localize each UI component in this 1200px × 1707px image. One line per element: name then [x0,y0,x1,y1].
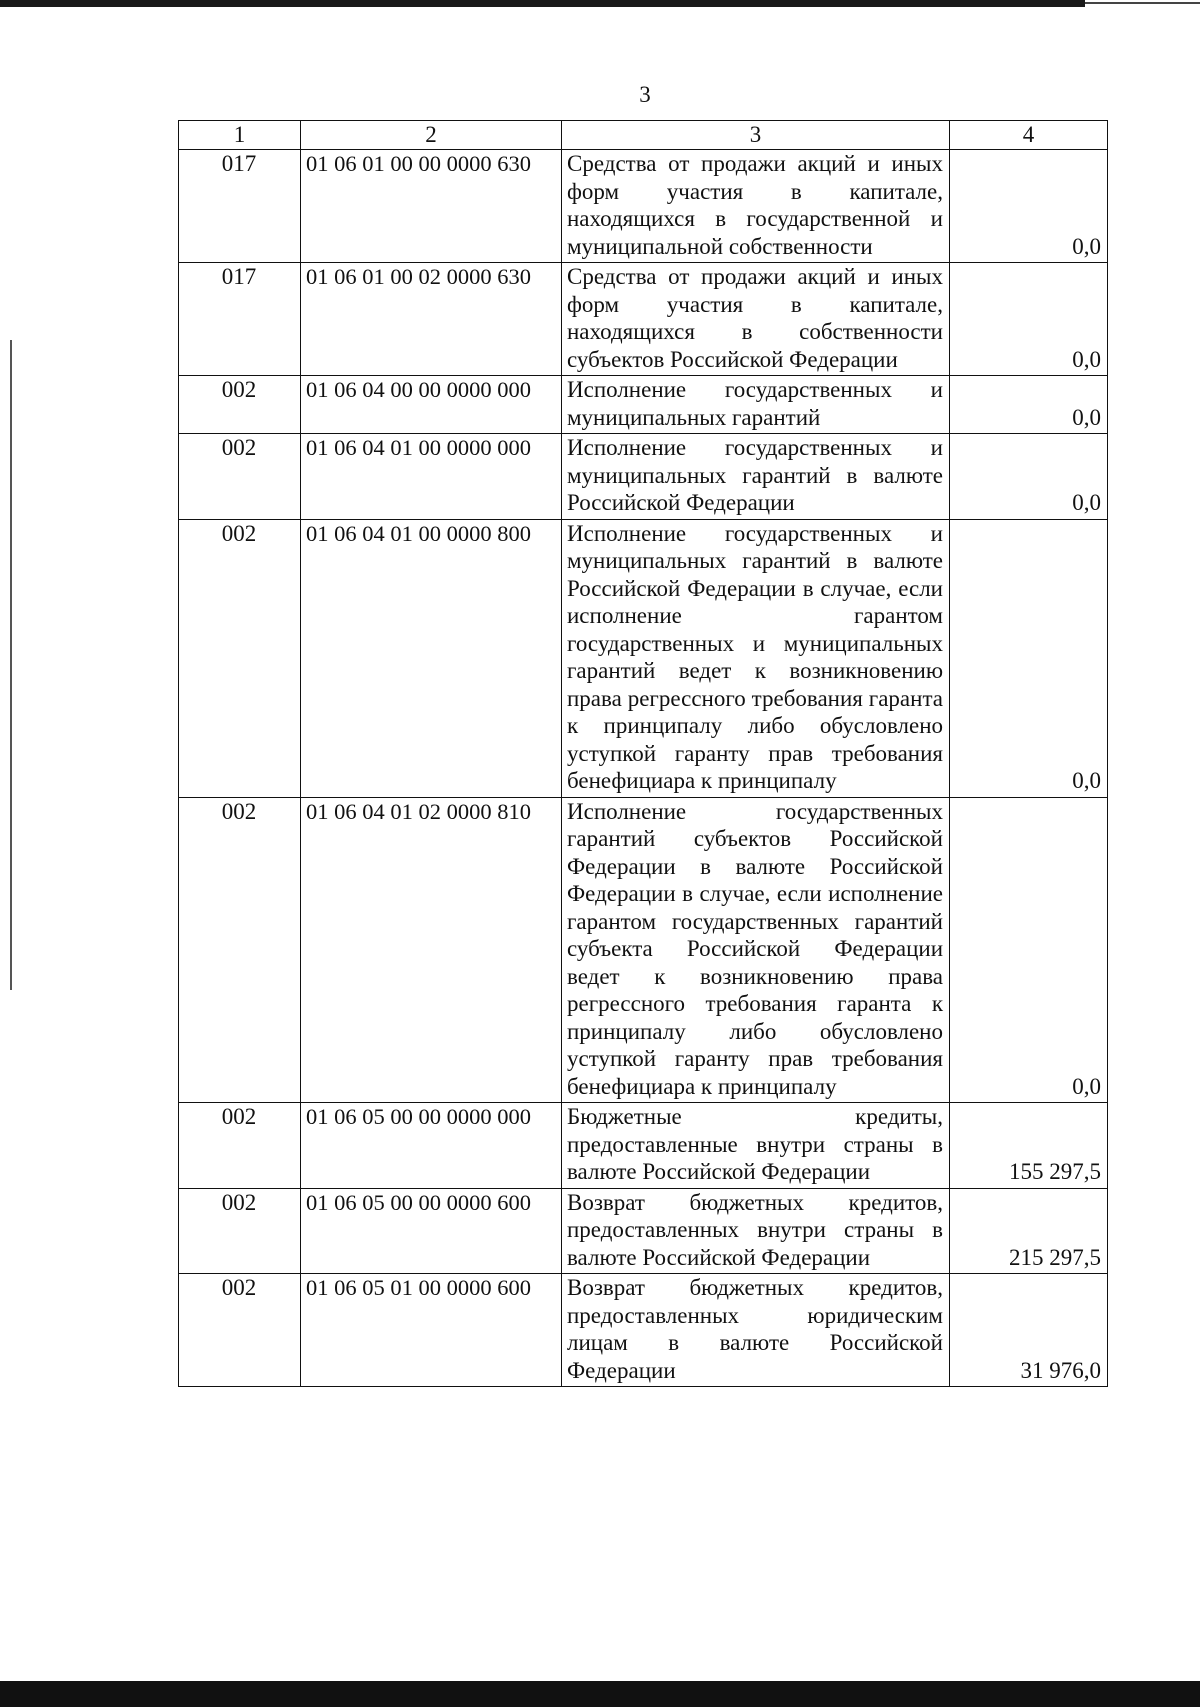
table-row [179,434,1108,520]
amount-cell: 215 297,5 [950,1188,1108,1274]
description-cell: Исполнение государственных и муниципальных гарантий в валюте Российской Федерации [562,434,950,520]
table-row [179,263,1108,376]
table-row [179,1274,1108,1387]
table-row [179,1188,1108,1274]
classification-code-cell: 01 06 05 00 00 0000 600 [301,1188,562,1274]
admin-code-cell: 002 [179,1103,301,1189]
classification-code-cell: 01 06 04 01 00 0000 000 [301,434,562,520]
scan-edge-top [0,0,1085,7]
amount-cell: 0,0 [950,797,1108,1103]
admin-code-cell: 002 [179,434,301,520]
admin-code-cell: 002 [179,519,301,797]
admin-code-cell: 002 [179,376,301,434]
description-cell: Возврат бюджетных кредитов, предоставленных юридическим лицам в валюте Российской Федерации [562,1274,950,1387]
classification-code-cell: 01 06 04 01 00 0000 800 [301,519,562,797]
scan-edge-bottom [0,1681,1200,1707]
admin-code-cell: 017 [179,150,301,263]
description-cell: Средства от продажи акций и иных форм участия в капитале, находящихся в государственной и муниципальной собственности [562,150,950,263]
description-cell: Исполнение государственных и муниципальных гарантий [562,376,950,434]
page-number: 3 [639,82,651,107]
classification-code-cell: 01 06 01 00 02 0000 630 [301,263,562,376]
classification-code-cell: 01 06 04 00 00 0000 000 [301,376,562,434]
amount-cell: 0,0 [950,376,1108,434]
amount-cell: 31 976,0 [950,1274,1108,1387]
column-number-2: 2 [301,121,562,150]
column-number-4: 4 [950,121,1108,150]
scan-edge-top-thin [1085,2,1200,4]
table-row [179,797,1108,1103]
description-cell: Исполнение государственных и муниципальных гарантий в валюте Российской Федерации в случае, если исполнение гарантом государственных и муниципальных гарантий ведет к возникновению права регрессного требования гаранта к принципалу либо обусловлено уступкой гаранту прав требования бенефициара к принципалу [562,519,950,797]
amount-cell: 0,0 [950,434,1108,520]
description-cell: Средства от продажи акций и иных форм участия в капитале, находящихся в собственности субъектов Российской Федерации [562,263,950,376]
table-row [179,519,1108,797]
table-row [179,150,1108,263]
scan-edge-left [10,340,12,990]
amount-cell: 0,0 [950,519,1108,797]
amount-cell: 155 297,5 [950,1103,1108,1189]
table-header-row [179,121,1108,150]
classification-code-cell: 01 06 01 00 00 0000 630 [301,150,562,263]
classification-code-cell: 01 06 05 01 00 0000 600 [301,1274,562,1387]
admin-code-cell: 017 [179,263,301,376]
amount-cell: 0,0 [950,263,1108,376]
column-number-1: 1 [179,121,301,150]
admin-code-cell: 002 [179,1188,301,1274]
classification-code-cell: 01 06 05 00 00 0000 000 [301,1103,562,1189]
column-number-3: 3 [562,121,950,150]
table-row [179,1103,1108,1189]
admin-code-cell: 002 [179,797,301,1103]
description-cell: Исполнение государственных гарантий субъектов Российской Федерации в валюте Российской Федерации в случае, если исполнение гарантом государственных гарантий субъекта Российской Федерации ведет к возникновению права регрессного требования гаранта к принципалу либо обусловлено уступкой гаранту прав требования бенефициара к принципалу [562,797,950,1103]
table-row [179,376,1108,434]
amount-cell: 0,0 [950,150,1108,263]
budget-sources-table [178,120,1108,1387]
description-cell: Бюджетные кредиты, предоставленные внутри страны в валюте Российской Федерации [562,1103,950,1189]
description-cell: Возврат бюджетных кредитов, предоставленных внутри страны в валюте Российской Федерации [562,1188,950,1274]
admin-code-cell: 002 [179,1274,301,1387]
classification-code-cell: 01 06 04 01 02 0000 810 [301,797,562,1103]
